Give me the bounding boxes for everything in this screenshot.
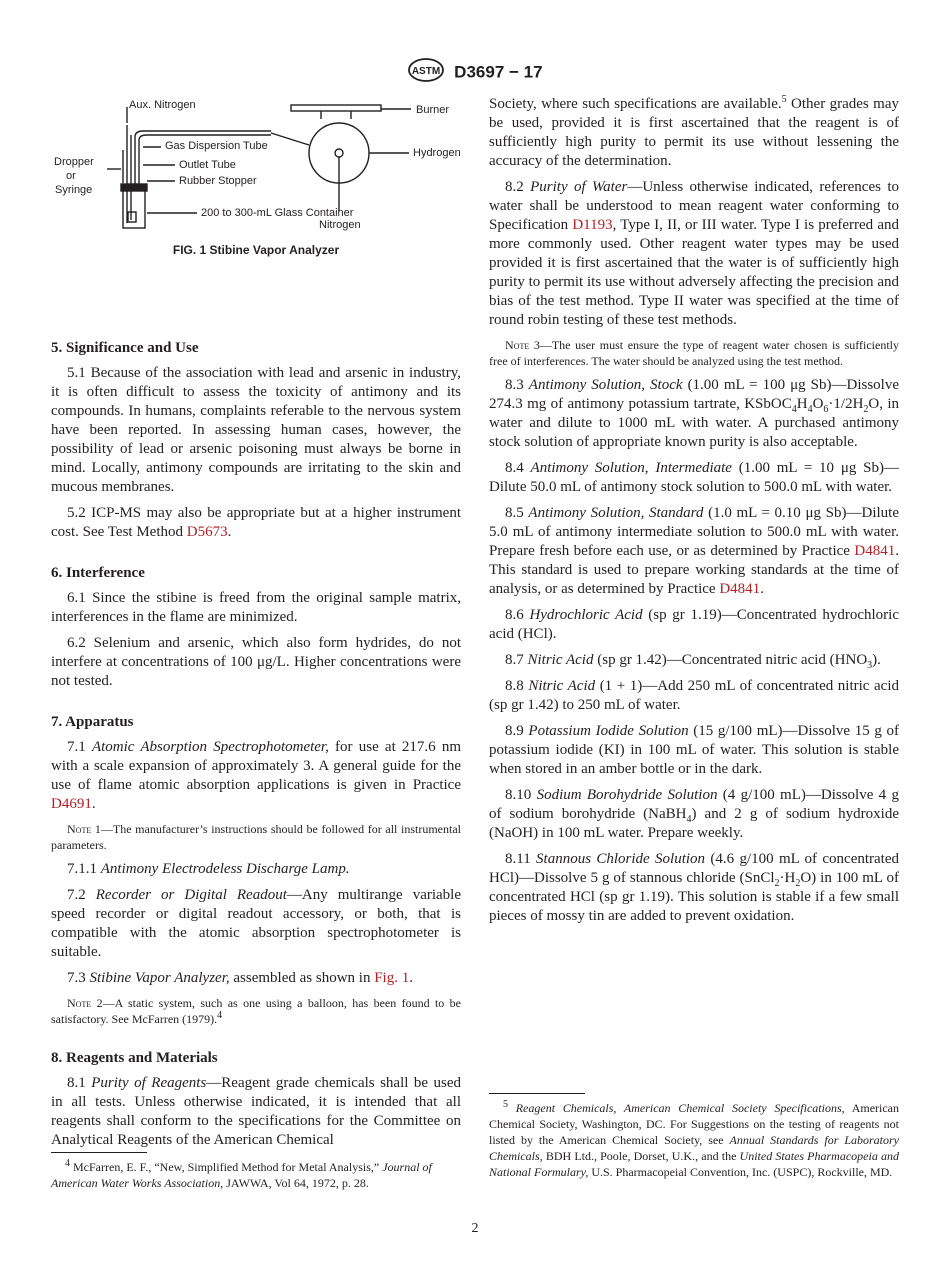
paragraph-8-10: 8.10 Sodium Borohydride Solution (4 g/100 mL)—Dissolve 4 g of sodium borohydride (NaBH$_4$) and 2 g of sodium hydroxide (NaOH) in 100 mL water. Prepare weekly. <box>489 787 900 841</box>
paragraph-7-2: 7.2 Recorder or Digital Readout—Any multirange variable speed recorder or digital readout accessory, or both, that is compatible with the atomic absorption spectrophotometer is suitable. <box>51 887 462 960</box>
link-d5673[interactable]: D5673 <box>186 524 228 540</box>
section-5-heading: 5. Significance and Use <box>51 340 199 356</box>
note-1: Note 1—The manufacturer’s instructions should be followed for all instrumental parameters. <box>51 822 461 852</box>
footnote-4: $^4$ McFarren, E. F., “New, Simplified Method for Metal Analysis,” Journal of American Water Works Association, JAWWA, Vol 64, 1972, p. 28. <box>51 1158 432 1190</box>
svg-text:Gas Dispersion Tube: Gas Dispersion Tube <box>165 140 268 152</box>
section-8-heading: 8. Reagents and Materials <box>51 1050 218 1066</box>
paragraph-5-2: 5.2 ICP-MS may also be appropriate but at a higher instrument cost. See Test Method D5673. <box>51 505 461 540</box>
link-d1193[interactable]: D1193 <box>572 217 613 233</box>
paragraph-5-1: 5.1 Because of the association with lead and arsenic in industry, it is often difficult to assess the toxicity of antimony and its compounds. In humans, complaints referable to the nervous system have been reported. In assessing human cases, however, the possibility of lead or arsenic poisoning must always be borne in mind. Locally, antimony compounds are irritating to the skin and mucous membranes. <box>51 365 461 495</box>
svg-text:ASTM: ASTM <box>412 66 441 77</box>
section-6-heading: 6. Interference <box>51 565 145 581</box>
link-d4691[interactable]: D4691 <box>51 796 92 812</box>
link-d4841-a[interactable]: D4841 <box>854 543 896 559</box>
paragraph-6-2: 6.2 Selenium and arsenic, which also form hydrides, do not interfere at concentrations of 100 μg/L. Higher concentrations were not tested. <box>51 635 461 689</box>
footnote-5: $^5$ Reagent Chemicals, American Chemical Society Specifications, American Chemical Society, Washington, DC. For Suggestions on the testing of reagents not listed by the American Chemical Society, see Annual Standards for Laboratory Chemicals, BDH Ltd., Poole, Dorset, U.K., and the United States Pharmacopeia and National Formulary, U.S. Pharmacopeial Convention, Inc. (USPC), Rockville, MD. <box>489 1099 899 1179</box>
paragraph-8-6: 8.6 Hydrochloric Acid (sp gr 1.19)—Concentrated hydrochloric acid (HCl). <box>489 607 899 642</box>
svg-text:Syringe: Syringe <box>55 184 93 196</box>
link-d4841-b[interactable]: D4841 <box>719 581 761 597</box>
note-2: Note 2—A static system, such as one using a balloon, has been found to be satisfactory. See McFarren (1979).$^4$ <box>51 996 462 1026</box>
paragraph-8-5: 8.5 Antimony Solution, Standard (1.0 mL = 0.10 μg Sb)—Dilute 5.0 mL of antimony intermediate solution to 500.0 mL with water. Prepare fresh before each use, or as determined by Practice D4841. This standard is used to prepare working standards at the time of analysis, or as determined by Practice D4841. <box>489 505 899 597</box>
svg-text:Outlet Tube: Outlet Tube <box>179 159 236 171</box>
paragraph-6-1: 6.1 Since the stibine is freed from the original sample matrix, interferences in the flame are minimized. <box>51 590 461 625</box>
paragraph-8-8: 8.8 Nitric Acid (1 + 1)—Add 250 mL of concentrated nitric acid (sp gr 1.42) to 250 mL of water. <box>489 678 900 713</box>
footnote-4-block <box>51 1144 461 1198</box>
figure-caption: FIG. 1 Stibine Vapor Analyzer <box>172 243 340 257</box>
svg-text:Hydrogen: Hydrogen <box>413 147 461 159</box>
paragraph-8-11: 8.11 Stannous Chloride Solution (4.6 g/100 mL of concentrated HCl)—Dissolve 5 g of stannous chloride $(SnCl_2\cdot H_2O)$ in 100 mL of concentrated HCl (sp gr 1.19). This solution is stable if a few small pieces of mossy tin are added to prevent oxidation. <box>489 851 900 924</box>
paragraph-7-1: 7.1 Atomic Absorption Spectrophotometer, for use at 217.6 nm with a scale expansion of approximately 3. A general guide for the use of flame atomic absorption applications is given in Practice D4691. <box>51 739 462 812</box>
svg-text:Burner: Burner <box>416 104 450 116</box>
left-column <box>51 95 461 1157</box>
page-number: 2 <box>471 1221 479 1236</box>
page-header <box>0 57 950 88</box>
paragraph-8-3: 8.3 Antimony Solution, Stock (1.00 mL = 100 μg Sb)—Dissolve 274.3 mg of antimony potassium tartrate, $KSbOC_4H_4O_6\cdot 1/2H_2O$, in water and dilute to 1000 mL with water. A purchased antimony stock solution of appropriate known purity is also acceptable. <box>489 377 900 450</box>
paragraph-7-3: 7.3 Stibine Vapor Analyzer, assembled as shown in Fig. 1. <box>67 970 413 986</box>
right-column <box>489 95 899 933</box>
footnote-rule <box>51 1152 147 1153</box>
figure-1 <box>51 95 461 275</box>
section-7-heading: 7. Apparatus <box>51 714 134 730</box>
footnote-5-block <box>489 1085 899 1187</box>
note-3: Note 3—The user must ensure the type of reagent water chosen is sufficiently free of interferences. The water should be analyzed using the test method. <box>489 338 899 368</box>
footnote-rule <box>489 1093 585 1094</box>
paragraph-8-4: 8.4 Antimony Solution, Intermediate (1.00 mL = 10 μg Sb)—Dilute 50.0 mL of antimony stock solution to 500.0 mL with water. <box>489 460 899 495</box>
paragraph-8-1: 8.1 Purity of Reagents—Reagent grade chemicals shall be used in all tests. Unless otherwise indicated, it is intended that all reagents shall conform to the specifications for the Committee on Analytical Reagents of the American Chemical <box>51 1075 461 1148</box>
paragraph-7-1-1: 7.1.1 Antimony Electrodeless Discharge Lamp. <box>67 861 350 877</box>
paragraph-8-9: 8.9 Potassium Iodide Solution (15 g/100 mL)—Dissolve 15 g of potassium iodide (KI) in 100 mL of water. This solution is stable when stored in an amber bottle or in the dark. <box>489 723 900 777</box>
svg-text:200 to 300-mL Glass Container: 200 to 300-mL Glass Container <box>201 207 354 219</box>
svg-text:Rubber Stopper: Rubber Stopper <box>179 175 257 187</box>
standard-code: D3697 − 17 <box>454 62 543 82</box>
svg-text:Dropper: Dropper <box>54 156 94 168</box>
paragraph-8-1-continued: Society, where such specifications are available.$^5$ Other grades may be used, provided it is first ascertained that the reagent is of sufficiently high purity to permit its use without lessening the accuracy of the determination. <box>489 94 899 169</box>
svg-text:Aux. Nitrogen: Aux. Nitrogen <box>129 99 196 111</box>
paragraph-8-2: 8.2 Purity of Water—Unless otherwise indicated, references to water shall be understood to mean reagent water conforming to Specification D1193, Type I, II, or III water. Type I is preferred and more commonly used. Other reagent water types may be used provided it is first ascertained that the water is of sufficiently high purity to permit its use without adversely affecting the precision and bias of the test method. Type II water was specified at the time of round robin testing of these test methods. <box>489 179 900 328</box>
svg-text:Nitrogen: Nitrogen <box>319 219 361 231</box>
rubber-stopper-shape <box>121 184 147 191</box>
link-fig-1[interactable]: Fig. 1 <box>374 970 410 986</box>
astm-logo <box>407 57 445 88</box>
svg-text:or: or <box>66 170 76 182</box>
paragraph-8-7: 8.7 Nitric Acid (sp gr 1.42)—Concentrated nitric acid $(HNO_3)$. <box>505 652 881 671</box>
stibine-analyzer-diagram <box>51 95 461 235</box>
